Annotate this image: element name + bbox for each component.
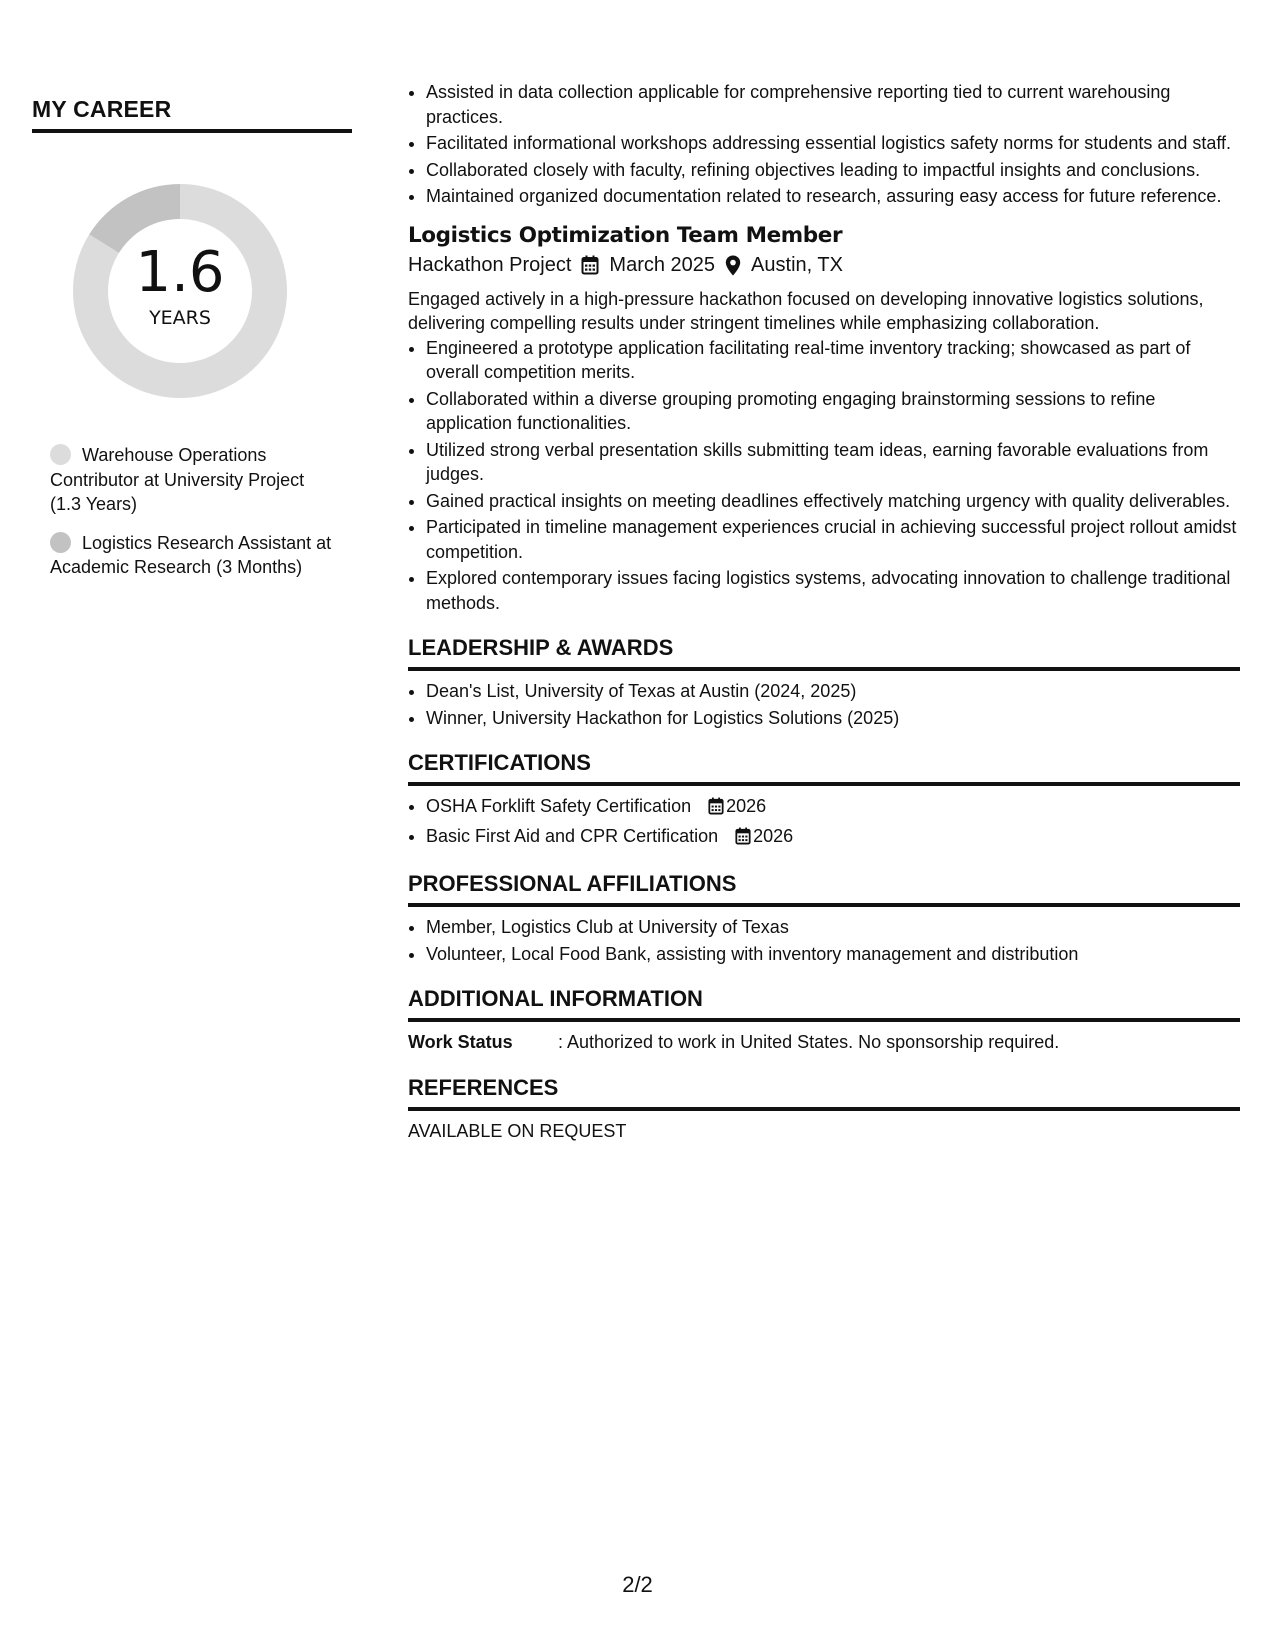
section-rule bbox=[408, 667, 1240, 671]
legend-item bbox=[50, 443, 340, 517]
section-rule bbox=[408, 1107, 1240, 1111]
job-location: Austin, TX bbox=[751, 253, 843, 276]
previous-job-bullets bbox=[408, 80, 1240, 209]
section-title: REFERENCES bbox=[408, 1074, 559, 1100]
list-item: • Winner, University Hackathon for Logistics Solutions (2025) bbox=[426, 706, 1240, 731]
references-section bbox=[408, 1075, 1240, 1144]
legend-label: Logistics Research Assistant at Academic Research (3 Months) bbox=[50, 532, 332, 577]
work-status-row bbox=[408, 1030, 1240, 1055]
additional-info-section bbox=[408, 986, 1240, 1055]
references-text: AVAILABLE ON REQUEST bbox=[408, 1120, 627, 1141]
career-sidebar bbox=[32, 96, 352, 594]
section-rule bbox=[408, 1018, 1240, 1022]
list-item: • Participated in timeline management experiences crucial in achieving successful project rollout amidst competition. bbox=[426, 515, 1240, 564]
legend-label: Warehouse Operations Contributor at University Project (1.3 Years) bbox=[50, 445, 305, 514]
list-item: • Explored contemporary issues facing logistics systems, advocating innovation to challenge traditional methods. bbox=[426, 566, 1240, 615]
list-item: • Maintained organized documentation related to research, assuring easy access for future reference. bbox=[426, 184, 1240, 209]
legend-item bbox=[50, 531, 340, 580]
calendar-icon bbox=[708, 797, 724, 822]
list-item: • Collaborated closely with faculty, refining objectives leading to impactful insights and conclusions. bbox=[426, 158, 1240, 183]
legend-swatch bbox=[50, 532, 71, 553]
list-item bbox=[426, 794, 1240, 822]
job-company: Hackathon Project bbox=[408, 253, 572, 276]
job-meta bbox=[408, 254, 1240, 277]
section-title: ADDITIONAL INFORMATION bbox=[408, 986, 703, 1011]
job-description: Engaged actively in a high-pressure hackathon focused on developing innovative logistics solutions, delivering compelling results under stringent timelines while emphasizing collaboration. bbox=[408, 288, 1204, 333]
list-item: • Utilized strong verbal presentation skills submitting team ideas, earning favorable evaluations from judges. bbox=[426, 438, 1240, 487]
job-title: Logistics Optimization Team Member bbox=[408, 222, 843, 248]
career-legend bbox=[50, 443, 352, 580]
affiliations-list bbox=[408, 915, 1240, 966]
career-title-rule bbox=[32, 129, 352, 133]
section-title: LEADERSHIP & AWARDS bbox=[408, 635, 674, 660]
section-rule bbox=[408, 782, 1240, 786]
certification-year: 2026 bbox=[753, 825, 794, 846]
certifications-section bbox=[408, 750, 1240, 851]
certification-name: OSHA Forklift Safety Certification bbox=[426, 796, 692, 816]
affiliations-section bbox=[408, 871, 1240, 966]
career-donut-chart bbox=[64, 175, 296, 407]
page-number: 2/2 bbox=[622, 1572, 653, 1597]
job-date: March 2025 bbox=[609, 253, 716, 276]
calendar-icon bbox=[581, 254, 599, 277]
calendar-icon bbox=[735, 827, 751, 852]
leadership-list bbox=[408, 679, 1240, 730]
section-title: CERTIFICATIONS bbox=[408, 750, 591, 775]
main-column bbox=[408, 80, 1240, 1143]
list-item: • Engineered a prototype application facilitating real-time inventory tracking; showcased as part of overall competition merits. bbox=[426, 336, 1240, 385]
section-title: PROFESSIONAL AFFILIATIONS bbox=[408, 871, 737, 896]
certifications-list bbox=[408, 794, 1240, 851]
work-status-value: : Authorized to work in United States. No sponsorship required. bbox=[558, 1032, 1060, 1052]
work-status-label: Work Status bbox=[408, 1032, 513, 1052]
leadership-section bbox=[408, 635, 1240, 730]
certification-name: Basic First Aid and CPR Certification bbox=[426, 825, 719, 846]
career-total-unit: YEARS bbox=[149, 307, 211, 329]
list-item: • Volunteer, Local Food Bank, assisting with inventory management and distribution bbox=[426, 942, 1240, 967]
map-pin-icon bbox=[725, 254, 741, 277]
career-total-value: 1.6 bbox=[135, 240, 225, 305]
list-item: • Collaborated within a diverse grouping promoting engaging brainstorming sessions to refine application functionalities. bbox=[426, 387, 1240, 436]
legend-swatch bbox=[50, 444, 71, 465]
list-item: • Gained practical insights on meeting deadlines effectively matching urgency with quality deliverables. bbox=[426, 489, 1240, 514]
list-item: • Assisted in data collection applicable for comprehensive reporting tied to current warehousing practices. bbox=[426, 80, 1240, 129]
section-rule bbox=[408, 903, 1240, 907]
list-item: • Member, Logistics Club at University of Texas bbox=[426, 915, 1240, 940]
job-bullets bbox=[408, 336, 1240, 616]
career-title: MY CAREER bbox=[32, 96, 172, 122]
certification-year: 2026 bbox=[726, 796, 767, 816]
list-item bbox=[426, 824, 1240, 852]
list-item: • Facilitated informational workshops addressing essential logistics safety norms for students and staff. bbox=[426, 131, 1240, 156]
donut-center bbox=[64, 240, 296, 329]
list-item: • Dean's List, University of Texas at Austin (2024, 2025) bbox=[426, 679, 1240, 704]
